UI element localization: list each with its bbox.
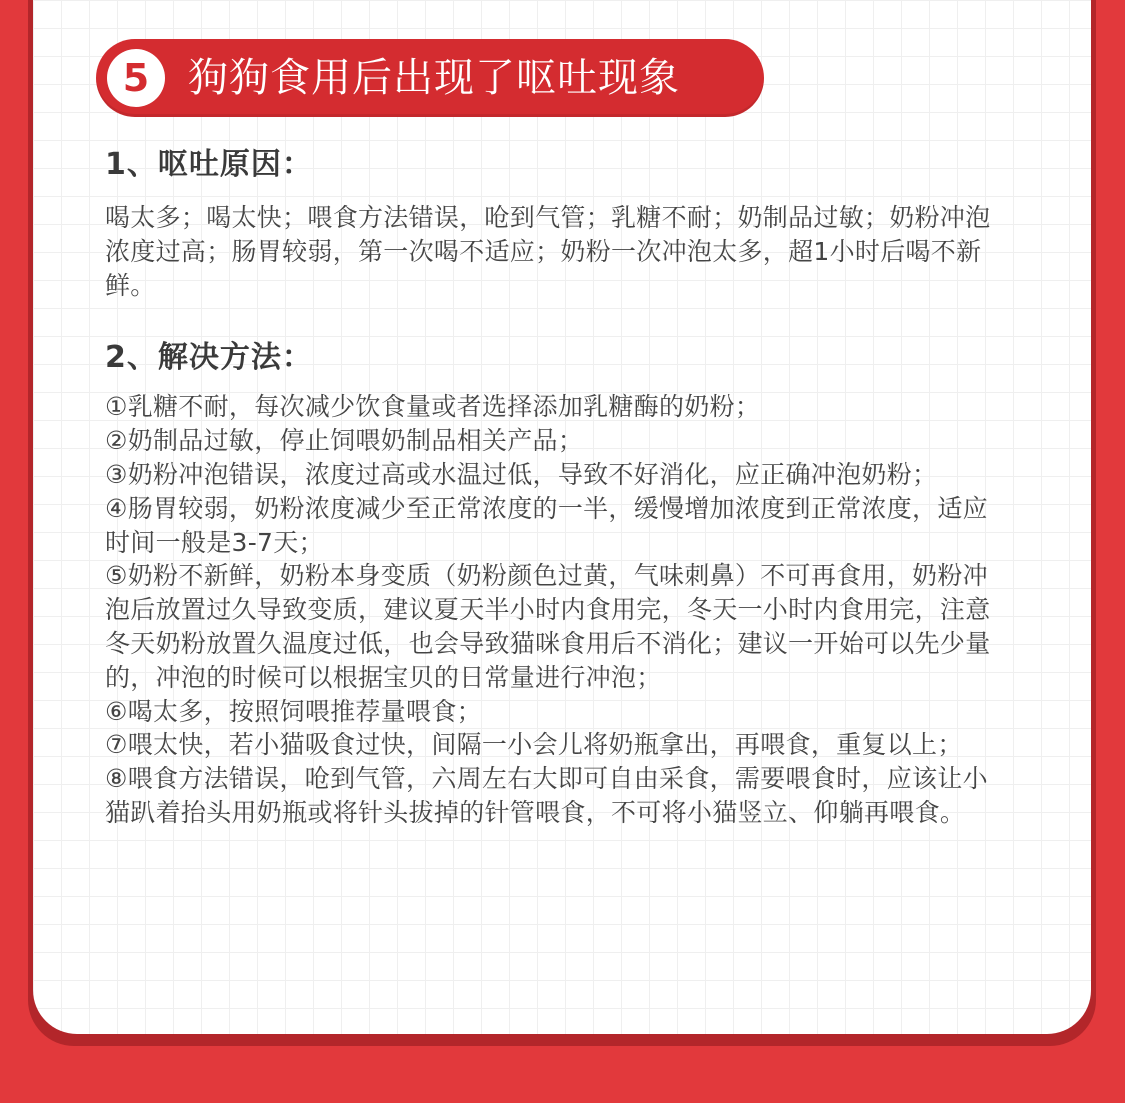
article-body: [105, 143, 1010, 830]
solutions-list: [105, 390, 1010, 829]
solution-item: ⑥喝太多，按照饲喂推荐量喂食；: [105, 696, 482, 726]
solution-item: ⑦喂太快，若小猫吸食过快，间隔一小会儿将奶瓶拿出，再喂食，重复以上；: [105, 730, 963, 760]
banner-number-badge: 5: [107, 49, 165, 107]
causes-paragraph: 喝太多；喝太快；喂食方法错误，呛到气管；乳糖不耐；奶制品过敏；奶粉冲泡浓度过高；肠胃较弱，第一次喝不适应；奶粉一次冲泡太多，超1小时后喝不新鲜。: [105, 203, 991, 300]
section-heading-causes: 1、呕吐原因：: [105, 147, 313, 182]
solution-item: ③奶粉冲泡错误，浓度过高或水温过低，导致不好消化，应正确冲泡奶粉；: [105, 459, 938, 489]
section-banner: [96, 39, 764, 117]
solution-item: ⑧喂食方法错误，呛到气管，六周左右大即可自由采食，需要喂食时，应该让小猫趴着抬头用奶瓶或将针头拔掉的针管喂食，不可将小猫竖立、仰躺再喂食。: [105, 764, 988, 827]
banner-title: 狗狗食用后出现了呕吐现象: [188, 55, 680, 101]
solution-item: ④肠胃较弱，奶粉浓度减少至正常浓度的一半，缓慢增加浓度到正常浓度，适应时间一般是3-7天；: [105, 493, 988, 557]
solution-item: ②奶制品过敏，停止饲喂奶制品相关产品；: [105, 426, 584, 456]
content-card: [33, 0, 1091, 1034]
solution-item: ①乳糖不耐，每次减少饮食量或者选择添加乳糖酶的奶粉；: [105, 392, 761, 422]
section-heading-solutions: 2、解决方法：: [105, 340, 313, 376]
solution-item: ⑤奶粉不新鲜，奶粉本身变质（奶粉颜色过黄，气味刺鼻）不可再食用，奶粉冲泡后放置过久导致变质，建议夏天半小时内食用完，冬天一小时内食用完，注意冬天奶粉放置久温度过低，也会导致猫咪食用后不消化；建议一开始可以先少量的，冲泡的时候可以根据宝贝的日常量进行冲泡；: [105, 561, 991, 692]
